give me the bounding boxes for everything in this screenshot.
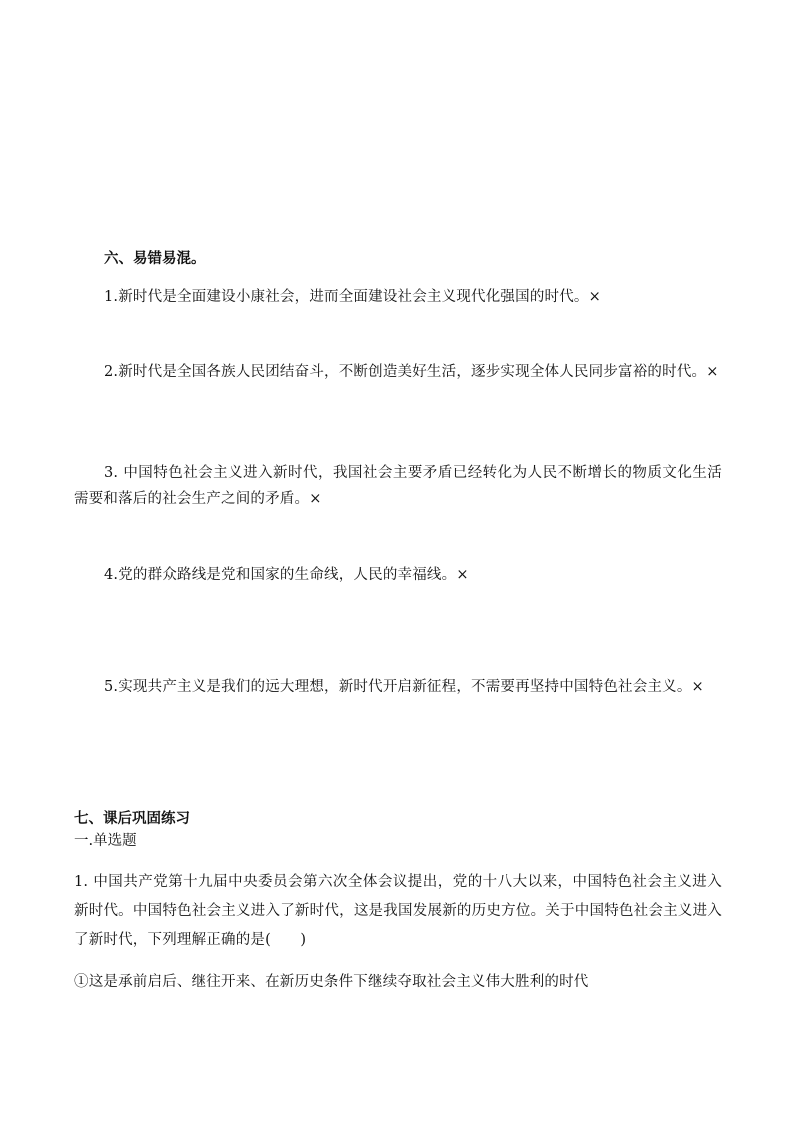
subheading-single-choice: 一.单选题 — [74, 833, 137, 849]
statement-item-4: 4.党的群众路线是党和国家的生命线，人民的幸福线。× — [104, 567, 469, 583]
question-1: 1. 中国共产党第十九届中央委员会第六次全体会议提出，党的十八大以来，中国特色社会主义进入新时代。中国特色社会主义进入了新时代，这是我国发展新的历史方位。关于中国特色社会主义进入了新时代，下列理解正确的是( ) — [74, 874, 722, 948]
section-heading-easy-mistakes: 六、易错易混。 — [104, 250, 206, 267]
statement-item-5: 5.实现共产主义是我们的远大理想，新时代开启新征程，不需要再坚持中国特色社会主义。× — [104, 679, 704, 695]
statement-item-1: 1.新时代是全面建设小康社会，进而全面建设社会主义现代化强国的时代。× — [104, 289, 601, 305]
question-1-option-1: ①这是承前启后、继往开来、在新历史条件下继续夺取社会主义伟大胜利的时代 — [74, 974, 589, 990]
statement-item-2: 2.新时代是全国各族人民团结奋斗，不断创造美好生活，逐步实现全体人民同步富裕的时代。× — [104, 364, 719, 380]
statement-item-3: 3. 中国特色社会主义进入新时代，我国社会主要矛盾已经转化为人民不断增长的物质文化生活需要和落后的社会生产之间的矛盾。× — [74, 465, 722, 507]
section-heading-practice: 七、课后巩固练习 — [74, 810, 190, 827]
